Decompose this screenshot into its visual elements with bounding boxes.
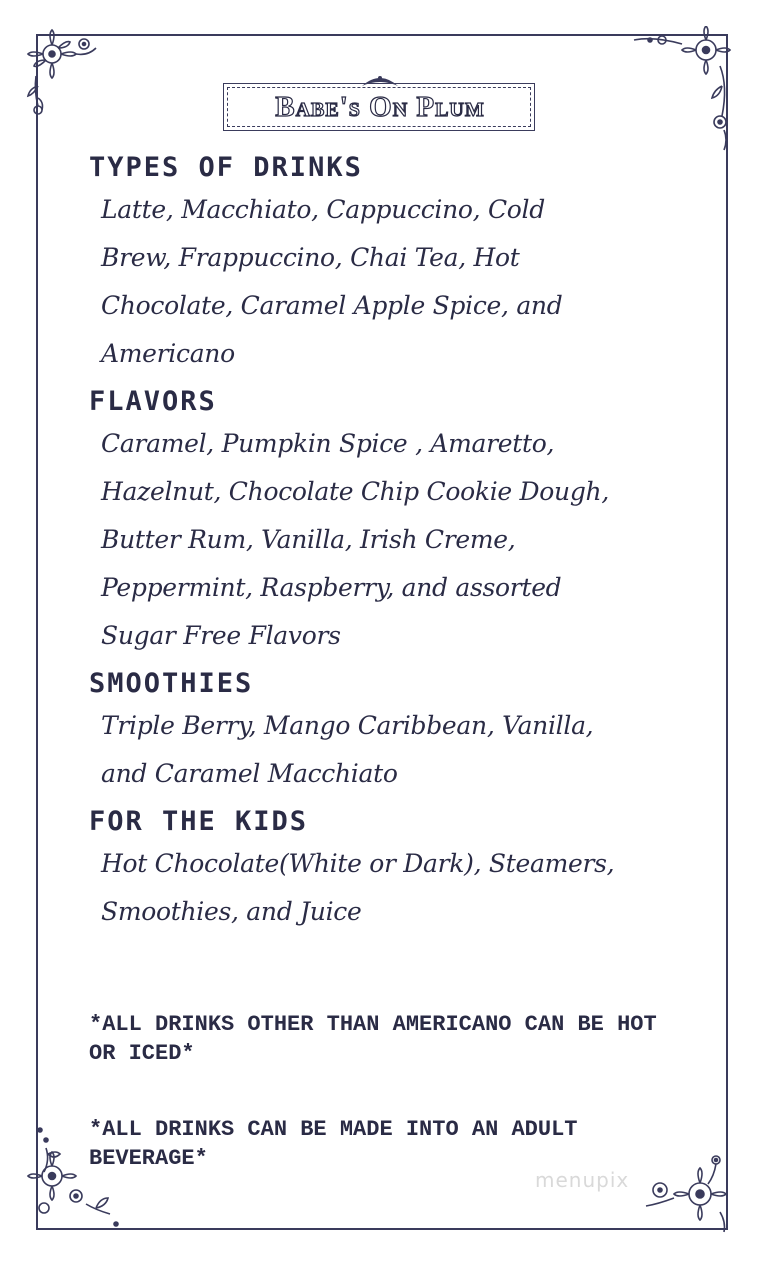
note-hot-or-iced: *ALL DRINKS OTHER THAN AMERICANO CAN BE HOT OR ICED* xyxy=(89,1012,657,1066)
section-body: Triple Berry, Mango Caribbean, Vanilla, and Caramel Macchiato xyxy=(101,711,594,788)
section-heading: FLAVORS xyxy=(89,386,217,417)
section-body: Latte, Macchiato, Cappuccino, Cold Brew, Frappuccino, Chai Tea, Hot Chocolate, Caramel Apple Spice, and Americano xyxy=(101,195,563,368)
menu-content xyxy=(89,150,689,942)
menu-section-flavors xyxy=(89,384,689,660)
menu-title: Babe's On Plum xyxy=(275,91,485,123)
section-body: Hot Chocolate(White or Dark), Steamers, Smoothies, and Juice xyxy=(101,849,615,926)
floral-corner-top-left-icon xyxy=(22,26,112,121)
section-body: Caramel, Pumpkin Spice , Amaretto, Hazelnut, Chocolate Chip Cookie Dough, Butter Rum, Vanilla, Irish Creme, Peppermint, Raspberry, and assorted Sugar Free Flavors xyxy=(101,429,609,650)
watermark: menupix xyxy=(535,1168,630,1192)
section-heading: FOR THE KIDS xyxy=(89,806,309,837)
section-heading: TYPES OF DRINKS xyxy=(89,152,363,183)
menu-section-for-the-kids xyxy=(89,804,689,936)
floral-corner-top-right-icon xyxy=(624,26,734,156)
note-adult-beverage: *ALL DRINKS CAN BE MADE INTO AN ADULT BEVERAGE* xyxy=(89,1117,578,1171)
menu-section-types-of-drinks xyxy=(89,150,689,378)
section-heading: SMOOTHIES xyxy=(89,668,254,699)
menu-title-plaque xyxy=(215,72,545,144)
menu-section-smoothies xyxy=(89,666,689,798)
